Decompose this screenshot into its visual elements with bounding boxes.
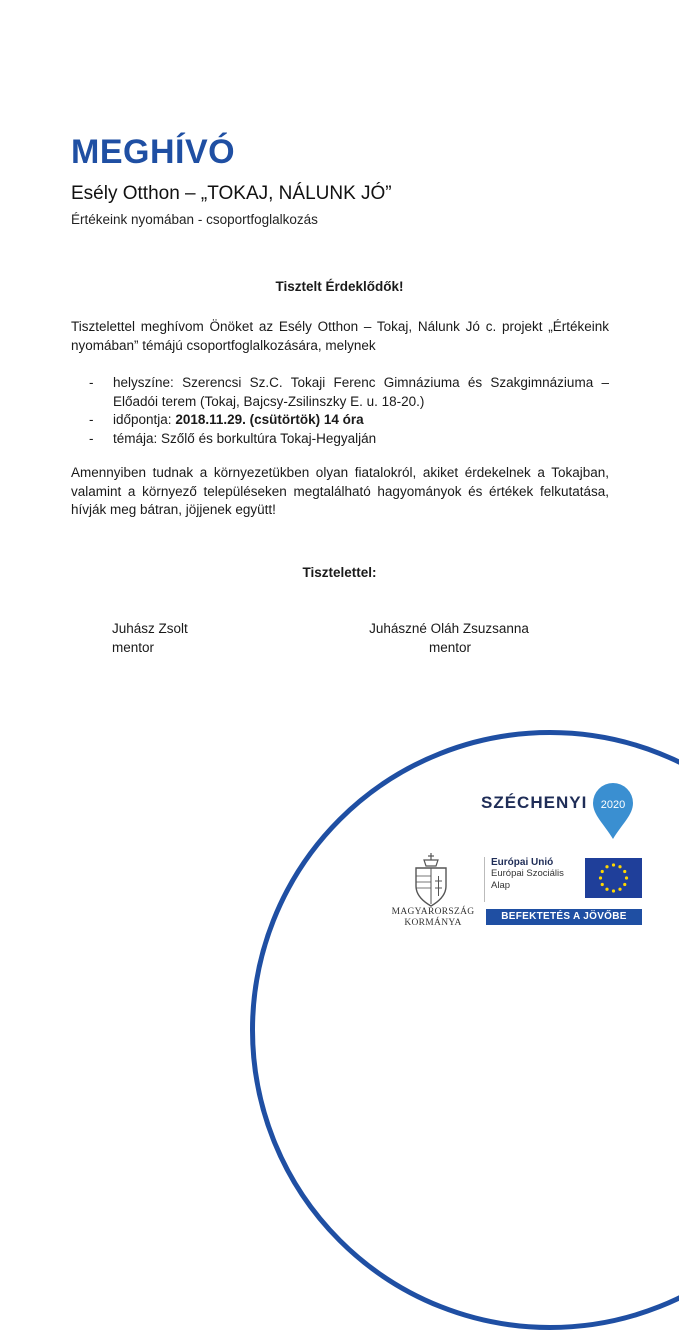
event-subtitle: Értékeink nyomában - csoportfoglalkozás: [71, 212, 318, 227]
eu-star: [612, 863, 615, 866]
signer-role: mentor: [112, 639, 155, 655]
szechenyi-logo-text: SZÉCHENYI: [481, 793, 588, 812]
signature-right: [355, 620, 545, 657]
date-label: időpontja:: [113, 412, 172, 427]
government-logo-text: [391, 907, 475, 929]
eu-star: [601, 883, 604, 886]
eu-star: [605, 865, 608, 868]
szechenyi-pin-icon: [590, 782, 636, 840]
gov-line-1: MAGYARORSZÁG: [391, 907, 475, 917]
intro-paragraph: Tisztelettel meghívom Önöket az Esély Otthon – Tokaj, Nálunk Jó c. projekt „Értékeink nyomában” témájú csoportfoglalkozására, melynek: [71, 319, 609, 353]
closing-salutation: Tisztelettel:: [302, 565, 377, 580]
eu-star: [599, 876, 602, 879]
signer-name: Juhászné Oláh Zsuzsanna: [369, 621, 529, 636]
event-details-list: [89, 374, 609, 448]
invitation-paragraph: Amennyiben tudnak a környezetükben olyan fiatalokról, akiket érdekelnek a Tokajban, valamint a környező településeken megtalálható hagyományok és értékek felkutatása, hívják meg bátran, jöjjenek együtt!: [71, 465, 609, 517]
eu-star: [618, 888, 621, 891]
list-dash: -: [89, 430, 94, 446]
signer-name: Juhász Zsolt: [112, 621, 188, 636]
eu-star: [623, 870, 626, 873]
list-dash: -: [89, 375, 94, 390]
topic-value: Szőlő és borkultúra Tokaj-Hegyalján: [161, 430, 377, 446]
eu-text-block: [484, 857, 565, 902]
project-subtitle: Esély Otthon – „TOKAJ, NÁLUNK JÓ”: [71, 183, 392, 204]
document-title: MEGHÍVÓ: [71, 133, 236, 171]
gov-line-2: KORMÁNYA: [404, 918, 462, 928]
eu-fund-line-2: Alap: [491, 880, 511, 891]
eu-flag-icon: [585, 858, 642, 898]
topic-label: témája:: [113, 430, 158, 446]
invest-future-banner: BEFEKTETÉS A JÖVŐBE: [486, 909, 642, 925]
list-item-date: [89, 411, 609, 430]
eu-fund-line-1: Európai Szociális: [491, 868, 564, 879]
venue-value: Szerencsi Sz.C. Tokaji Ferenc Gimnáziuma és Szakgimnáziuma – Előadói terem (Tokaj, Bajcsy-Zsilinszky E. u. 18-20.): [113, 375, 609, 409]
list-dash: -: [89, 412, 94, 427]
signature-left: [112, 620, 188, 657]
eu-star: [625, 876, 628, 879]
eu-star: [612, 889, 615, 892]
list-item-topic: [89, 430, 609, 449]
szechenyi-year: 2020: [600, 799, 626, 811]
list-item-venue: [89, 374, 609, 411]
eu-star: [605, 888, 608, 891]
eu-title: Európai Unió: [491, 857, 554, 868]
hungarian-crest-icon: [410, 852, 452, 908]
signer-role: mentor: [428, 639, 472, 655]
eu-star: [601, 870, 604, 873]
date-value: 2018.11.29. (csütörtök) 14 óra: [175, 412, 364, 427]
venue-label: helyszíne:: [113, 375, 174, 390]
eu-star: [618, 865, 621, 868]
greeting: Tisztelt Érdeklődők!: [275, 279, 404, 294]
eu-star: [623, 883, 626, 886]
